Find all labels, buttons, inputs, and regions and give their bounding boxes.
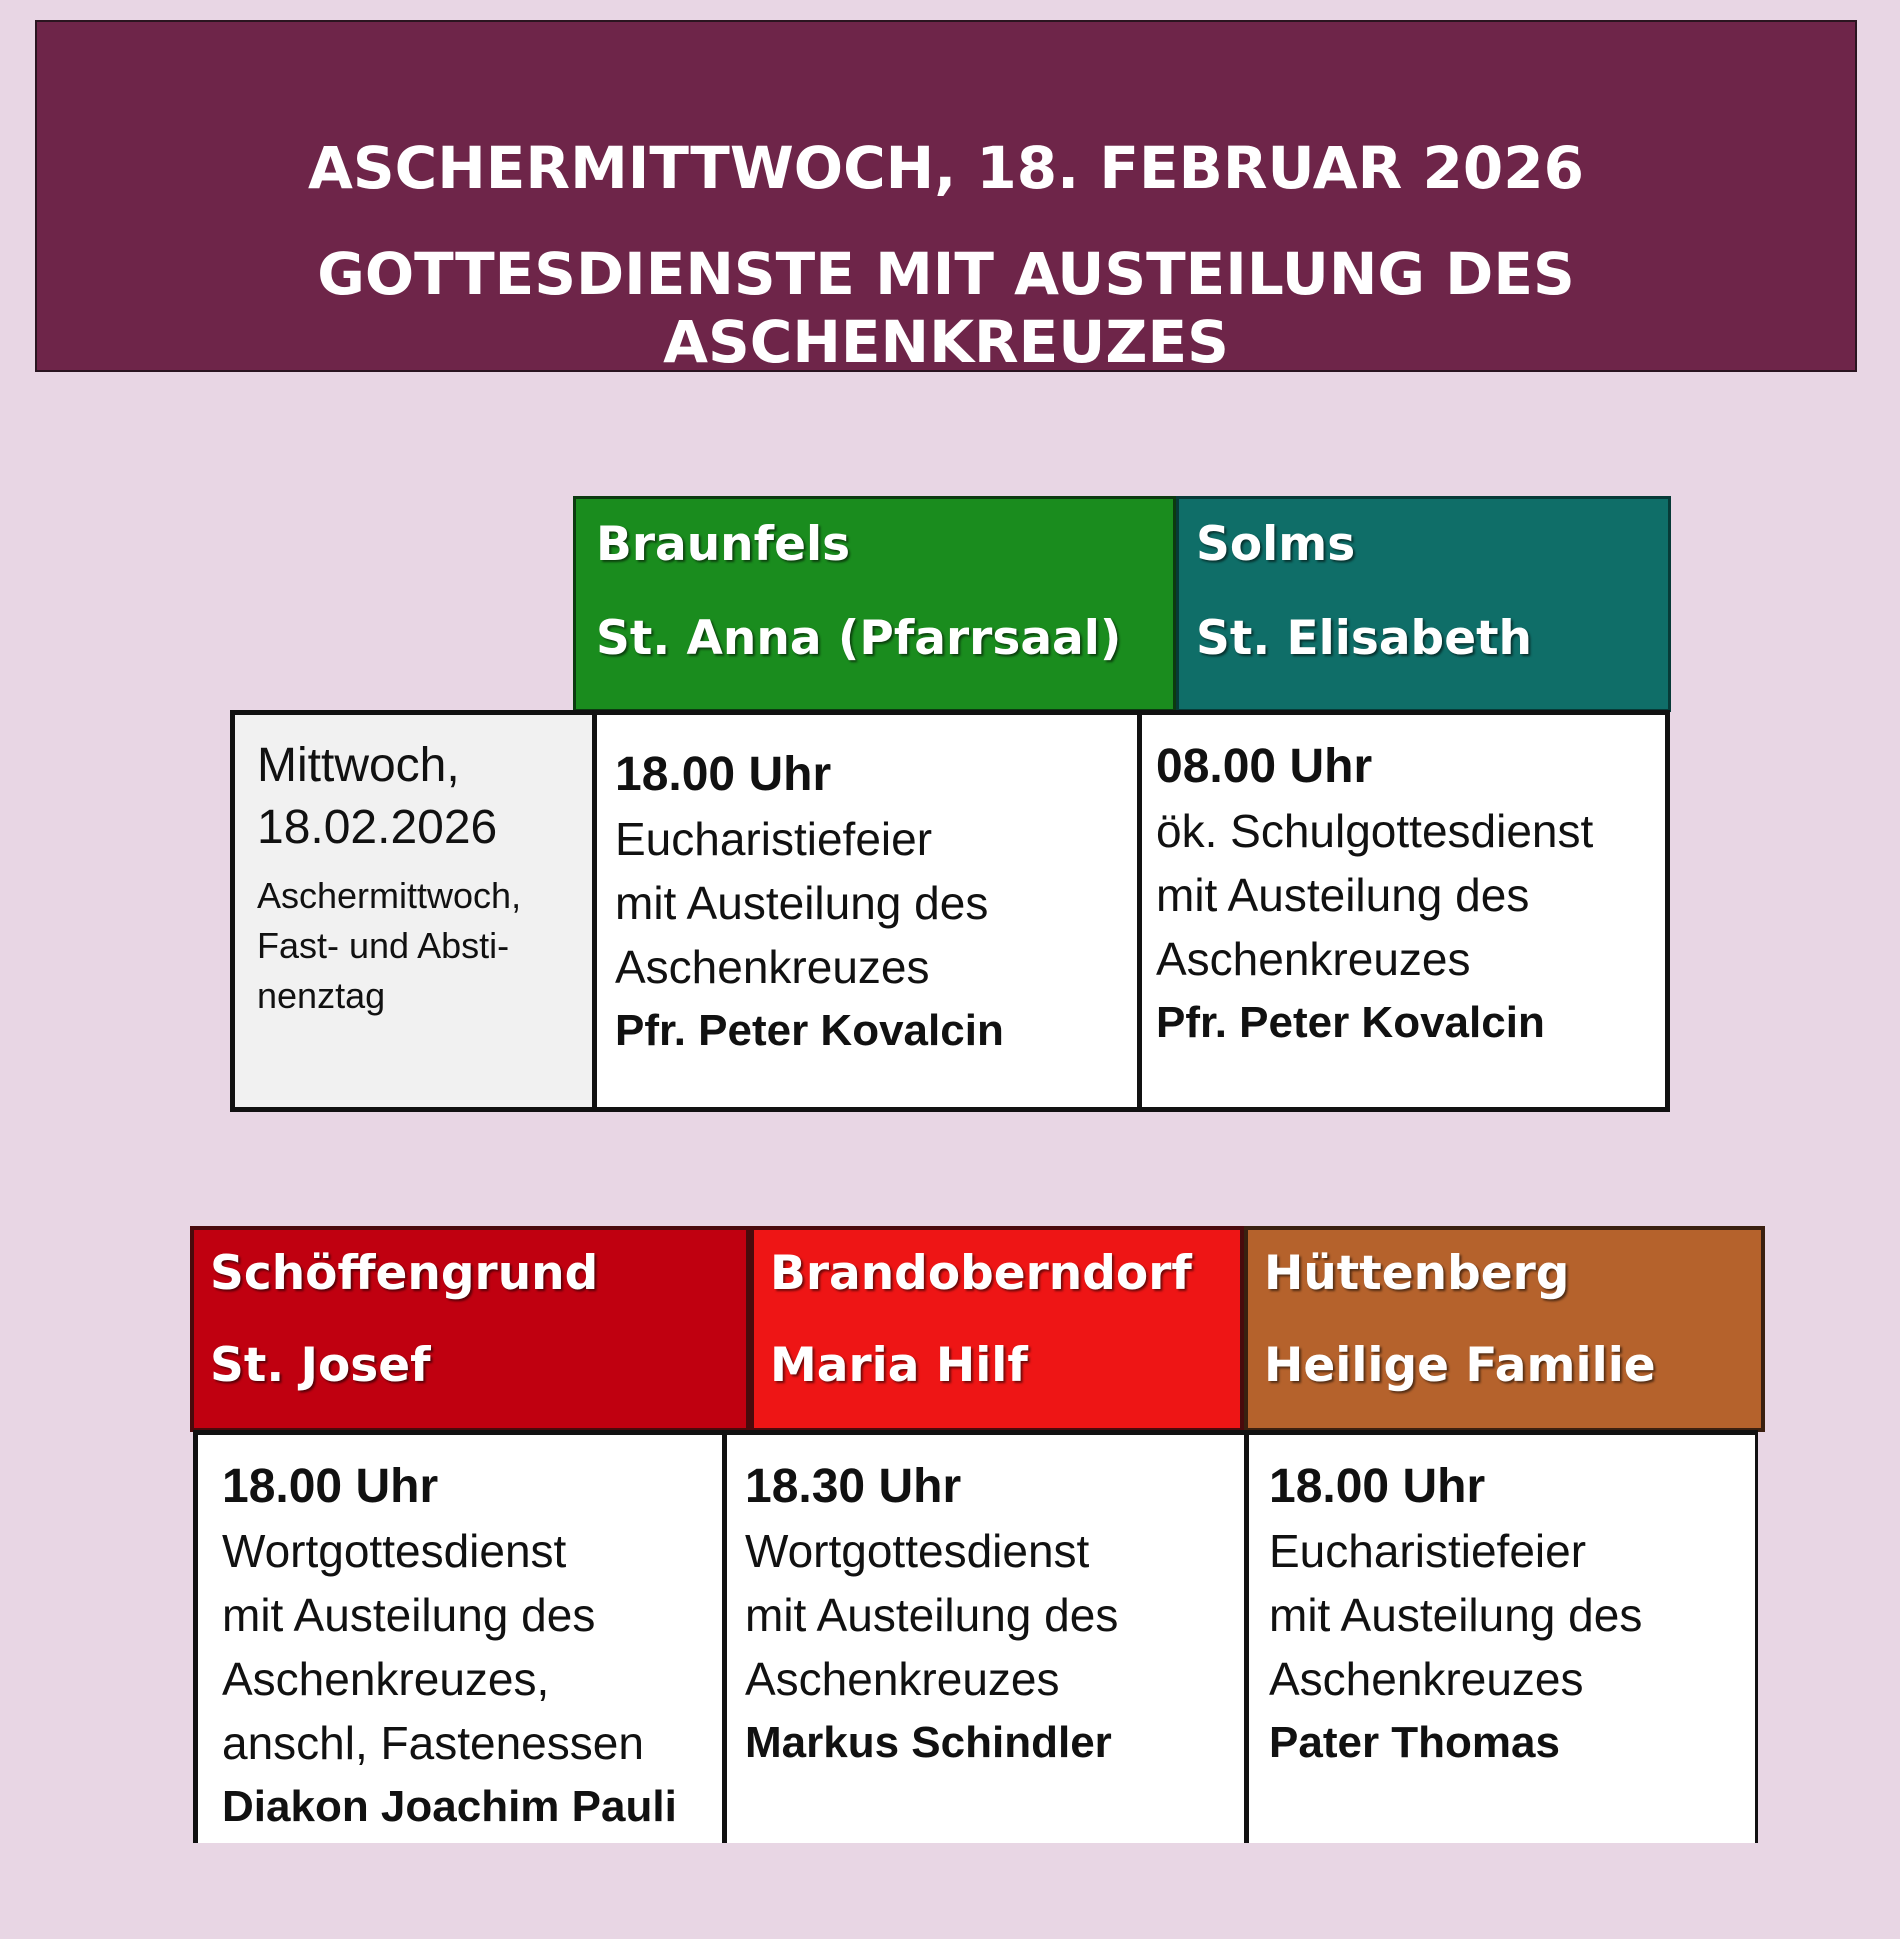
date-day: Mittwoch, — [257, 739, 460, 792]
date-note-line: nenztag — [257, 975, 386, 1016]
header-place: Schöffengrund — [210, 1246, 599, 1301]
celebrant: Pfr. Peter Kovalcin — [1156, 998, 1545, 1047]
header-solms — [1176, 496, 1671, 712]
service-cell-brandoberndorf — [722, 1430, 1244, 1843]
title-banner — [35, 20, 1857, 376]
service-cell-huettenberg — [1244, 1430, 1758, 1843]
service-time: 18.00 Uhr — [222, 1460, 439, 1513]
banner-title: ASCHERMITTWOCH, 18. FEBRUAR 2026 — [308, 134, 1584, 202]
header-huettenberg — [1244, 1226, 1765, 1432]
header-place: Brandoberndorf — [770, 1246, 1192, 1301]
banner-subtitle: GOTTESDIENSTE MIT AUSTEILUNG DES ASCHENKREUZES — [317, 240, 1575, 376]
service-time: 08.00 Uhr — [1156, 740, 1373, 793]
header-church: St. Anna (Pfarrsaal) — [596, 611, 1122, 666]
service-line: Aschenkreuzes — [1156, 933, 1471, 985]
service-line: mit Austeilung des — [1269, 1589, 1643, 1641]
service-cell-schoeffengrund — [193, 1430, 722, 1843]
service-cell-braunfels — [592, 710, 1137, 1112]
service-line: Aschenkreuzes — [1269, 1653, 1584, 1705]
service-line: mit Austeilung des — [222, 1589, 596, 1641]
celebrant: Pater Thomas — [1269, 1718, 1560, 1767]
service-line: mit Austeilung des — [1156, 869, 1530, 921]
service-line: Aschenkreuzes — [745, 1653, 1060, 1705]
header-church: Maria Hilf — [770, 1338, 1028, 1393]
service-line: Aschenkreuzes, — [222, 1653, 550, 1705]
service-time: 18.30 Uhr — [745, 1460, 962, 1513]
header-church: Heilige Familie — [1264, 1338, 1656, 1393]
service-line: Eucharistiefeier — [1269, 1525, 1587, 1577]
service-line: Wortgottesdienst — [222, 1525, 567, 1577]
date-value: 18.02.2026 — [257, 801, 498, 854]
header-place: Braunfels — [596, 517, 851, 572]
service-time: 18.00 Uhr — [1269, 1460, 1486, 1513]
celebrant: Pfr. Peter Kovalcin — [615, 1006, 1004, 1055]
header-place: Hüttenberg — [1264, 1246, 1570, 1301]
header-church: St. Elisabeth — [1196, 611, 1532, 666]
date-cell — [230, 710, 592, 1112]
date-note-line: Aschermittwoch, — [257, 875, 522, 916]
date-note-line: Fast- und Absti- — [257, 925, 510, 966]
service-line: anschl, Fastenessen — [222, 1717, 644, 1769]
service-line: Wortgottesdienst — [745, 1525, 1090, 1577]
header-brandoberndorf — [750, 1226, 1244, 1432]
header-place: Solms — [1196, 517, 1356, 572]
service-line: ök. Schulgottesdienst — [1156, 805, 1594, 857]
service-line: mit Austeilung des — [745, 1589, 1119, 1641]
service-cell-solms — [1137, 710, 1670, 1112]
header-church: St. Josef — [210, 1338, 431, 1393]
celebrant: Markus Schindler — [745, 1718, 1112, 1767]
service-line: mit Austeilung des — [615, 877, 989, 929]
celebrant: Diakon Joachim Pauli — [222, 1782, 677, 1831]
header-braunfels — [573, 496, 1176, 712]
service-time: 18.00 Uhr — [615, 748, 832, 801]
header-schoeffengrund — [190, 1226, 750, 1432]
service-line: Eucharistiefeier — [615, 813, 933, 865]
service-line: Aschenkreuzes — [615, 941, 930, 993]
